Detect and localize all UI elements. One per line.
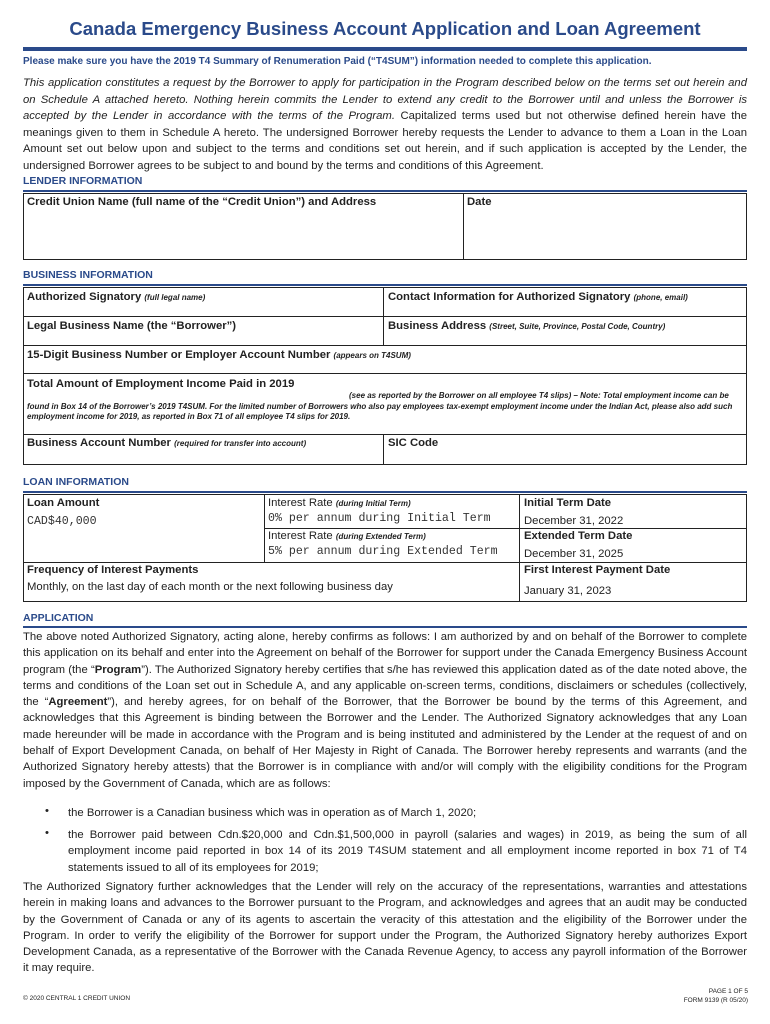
payment-frequency-value: Monthly, on the last day of each month or the next following business day	[27, 581, 393, 593]
intro-normal: Capitalized terms used but not otherwise defined herein have the meanings given to them in Schedule A hereto. The undersigned Borrower hereby requests the Lender to advance to them a Loan in the Loan Amount set out below upon and subject to the terms and conditions set out herein, and if such application is accepted by the Lender, the undersigned Borrower agrees to be subject to and bound by the terms and conditions of this Agreement.	[23, 110, 747, 172]
date-label: Date	[467, 196, 492, 208]
footer-copyright: © 2020 CENTRAL 1 CREDIT UNION	[23, 995, 131, 1002]
title-rule	[23, 47, 747, 51]
loan-amount-value: CAD$40,000	[27, 515, 97, 528]
initial-term-date-label: Initial Term Date	[524, 497, 612, 509]
interest-rate-initial-value: 0% per annum during Initial Term	[268, 512, 491, 525]
extended-term-date-label: Extended Term Date	[524, 530, 633, 542]
interest-rate-initial-label: Interest Rate (during Initial Term)	[268, 497, 411, 509]
loan-amount-label: Loan Amount	[27, 497, 100, 509]
lender-heading: LENDER INFORMATION	[23, 175, 143, 187]
lender-rule	[23, 190, 747, 192]
bullet-marker: •	[45, 805, 49, 817]
legal-business-name-label: Legal Business Name (the “Borrower”)	[27, 320, 237, 332]
extended-term-date-value: December 31, 2025	[524, 548, 624, 560]
intro-paragraph	[23, 75, 747, 175]
first-payment-date-label: First Interest Payment Date	[524, 564, 671, 576]
business-number-label: 15-Digit Business Number or Employer Account Number (appears on T4SUM)	[27, 349, 411, 361]
loan-heading: LOAN INFORMATION	[23, 476, 129, 488]
t4sum-notice: Please make sure you have the 2019 T4 Summary of Renumeration Paid (“T4SUM”) information needed to complete this application.	[23, 56, 652, 67]
application-rule	[23, 626, 747, 628]
footer-page-info	[684, 987, 748, 1005]
application-paragraph-1: The above noted Authorized Signatory, acting alone, hereby confirms as follows: I am authorized by and on behalf of the Borrower to complete this application on its behalf and enter into the Agreement on behalf of the Borrower for support under the Canada Emergency Business Account program (the “Program”). The Authorized Signatory hereby certifies that s/he has reviewed this application dated as of the date noted above, the terms and conditions of the Loan set out in Schedule A, and any applicable on-screen terms, conditions, disclaimers or schedules (collectively, the “Agreement”), and hereby agrees, for on behalf of the Borrower, that the Borrower be bound by the terms of this Agreement, and acknowledges that this Agreement is binding between the Borrower and the Lender. The Authorized Signatory acknowledges that any Loan made hereunder will be made in accordance with the Program and is being instituted and administered by the Lender at the request of and on behalf of Export Development Canada, on behalf of Her Majesty in Right of Canada. The Borrower hereby represents and warrants (and the Authorized Signatory hereby attests) that the Borrower is in compliance with and/or will comply with the eligibility conditions for the Program imposed by the Government of Canada, which are as follows:	[23, 631, 747, 790]
interest-rate-extended-label: Interest Rate (during Extended Term)	[268, 530, 426, 542]
contact-info-label: Contact Information for Authorized Signatory (phone, email)	[388, 291, 688, 303]
eligibility-bullet-1: the Borrower is a Canadian business which was in operation as of March 1, 2020;	[68, 807, 477, 819]
first-payment-date-value: January 31, 2023	[524, 585, 612, 597]
sic-code-label: SIC Code	[388, 437, 439, 449]
employment-income-note: (see as reported by the Borrower on all employee T4 slips) – Note: Total employment income can be found in Box 14 of the Borrower’s 2019 T4SUM. For the limited number of Borrowers who also pay employees tax-exempt employment income under the Indian Act, please also add such employment income for 2019, as reported in Box 71 of all employee T4 slips for 2019.	[27, 391, 733, 421]
credit-union-label: Credit Union Name (full name of the “Credit Union”) and Address	[27, 196, 377, 208]
business-heading: BUSINESS INFORMATION	[23, 269, 153, 281]
credit-union-field[interactable]	[25, 212, 461, 258]
business-address-label: Business Address (Street, Suite, Province, Postal Code, Country)	[388, 320, 666, 332]
bullet-marker: •	[45, 827, 49, 839]
authorized-signatory-label: Authorized Signatory (full legal name)	[27, 291, 206, 303]
application-heading: APPLICATION	[23, 612, 94, 624]
footer-page-number: PAGE 1 OF 5	[708, 988, 748, 995]
payment-frequency-label: Frequency of Interest Payments	[27, 564, 199, 576]
business-account-label: Business Account Number (required for transfer into account)	[27, 437, 307, 449]
interest-rate-extended-value: 5% per annum during Extended Term	[268, 545, 498, 558]
footer-form-number: FORM 9139 (R 05/20)	[683, 997, 748, 1004]
intro-italic: This application constitutes a request by the Borrower to apply for participation in the Program described below on the terms set out herein and on Schedule A attached hereto. Nothing herein commits the Lender to extend any credit to the Borrower until and unless the Borrower is accepted by the Lender in accordance with the terms of the Program.	[23, 77, 747, 123]
employment-income-label: Total Amount of Employment Income Paid in 2019	[27, 378, 295, 390]
initial-term-date-value: December 31, 2022	[524, 515, 624, 527]
lender-divider	[463, 193, 464, 260]
loan-rule	[23, 491, 747, 493]
page-title: Canada Emergency Business Account Application and Loan Agreement	[69, 18, 701, 39]
date-field[interactable]	[465, 212, 745, 258]
application-paragraph-2: The Authorized Signatory further acknowledges that the Lender will rely on the accuracy of the representations, warranties and attestations herein in making loans and advances to the Borrower pursuant to the Program, and acknowledges and agrees that an audit may be conducted by the Government of Canada or any of its agents to ascertain the veracity of this attestation and the eligibility of the Borrower under the Program. In order to verify the eligibility of the Borrower for support under the Program, the Authorized Signatory hereby authorizes Export Development Canada, as a representative of the Borrower with the Canada Revenue Agency, to access any payroll information of the Borrower it may require.	[23, 881, 747, 975]
eligibility-bullet-2: the Borrower paid between Cdn.$20,000 and Cdn.$1,500,000 in payroll (salaries and wages) in 2019, as being the sum of all employment income paid reported in box 14 of its 2019 T4SUM statement and all employment income reported in box 71 of T4 statements issued to all of its employees for 2019;	[68, 829, 747, 874]
business-rule	[23, 284, 747, 286]
